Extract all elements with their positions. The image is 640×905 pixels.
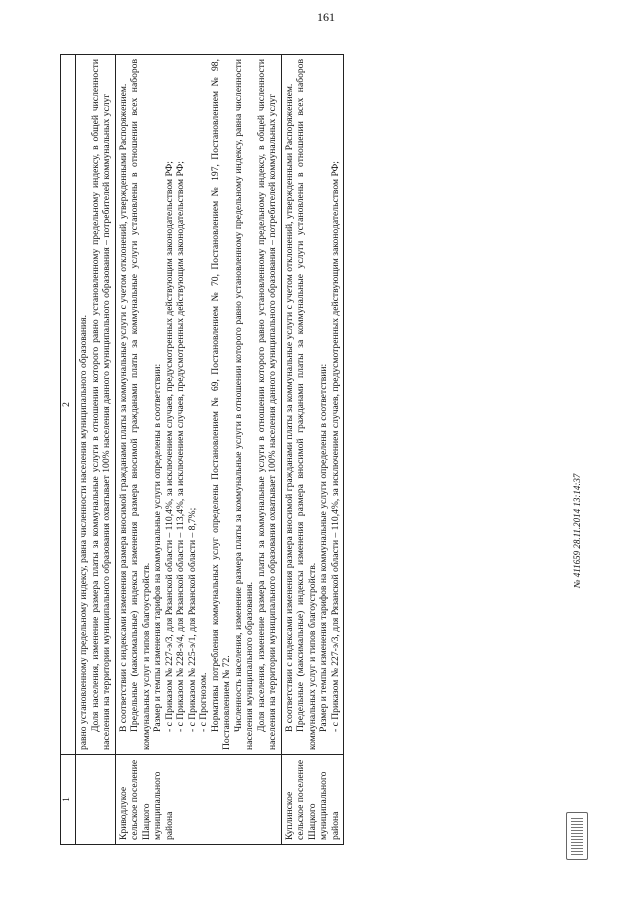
paragraph: - с Приказом № 228-э/4, для Рязанской области – 113,4%, за исключением случаев, предусмотренных действующим законодательством РФ; <box>175 161 186 732</box>
municipality-line: Куплинское <box>283 791 295 840</box>
paragraph: Доля населения, изменение размера платы за коммунальные услуги в отношении которого равно установленному предельному индексу, в общей численности населения на территории муниципального образования охватывает 100% населения данного муниципального образования – потребителей коммунальных услуг <box>89 59 112 750</box>
municipality-line: муниципального <box>152 771 163 840</box>
paragraph: - с Прогнозом. <box>198 672 209 732</box>
municipality-line: Шацкого <box>306 803 318 840</box>
continued-row <box>76 55 116 845</box>
paragraph: В соответствии с индексами изменения размера вносимой гражданами платы за коммунальные услуги с учетом отклонений, утвержденными Распоряжением. <box>117 83 129 732</box>
municipality-line: Криводлукое <box>117 786 129 840</box>
paragraph: Доля населения, изменение размера платы за коммунальные услуги в отношении которого равно установленному предельному индексу, в общей численности населения на территории муниципального образования охватывает 100% населения данного муниципального образования – потребителей коммунальных услуг <box>255 59 278 750</box>
header-row <box>61 55 76 845</box>
page-number: 161 <box>317 10 335 24</box>
paragraph: равно установленному предельному индексу, равна численности населения муниципального образования. <box>78 315 89 750</box>
description-cell <box>281 55 344 755</box>
barcode-stamp-icon <box>566 812 588 860</box>
column-header-1: 1 <box>61 755 76 845</box>
municipality-line: района <box>329 811 341 840</box>
continued-text-cell <box>76 55 116 755</box>
rotated-document-table <box>60 55 590 845</box>
paragraph: Численность населения, изменение размера платы за коммунальные услуги в отношении которого равно установленному предельному индексу, равна численности населения муниципального образования. <box>232 59 255 750</box>
paragraph: Предельные (максимальные) индексы изменения размера вносимой гражданами платы за коммунальные услуги установлены в отношении всех наборов коммунальных услуг и типов благоустройств. <box>129 59 152 750</box>
paragraph: Размер и темпы изменения тарифов на коммунальные услуги определены в соответствии: <box>152 363 163 732</box>
paragraph: Нормативы потребления коммунальных услуг определены Постановлением № 69, Постановлением № 70, Постановлением № 197, Постановлением № 98, Постановлением № 72. <box>209 59 232 750</box>
continued-municipality-cell <box>76 755 116 845</box>
paragraph: - с Приказом № 225-э/1, для Рязанской области – 8,7%; <box>186 507 198 732</box>
municipality-line: сельское поселение <box>129 759 140 840</box>
municipality-cell <box>281 755 344 845</box>
paragraph: Размер и темпы изменения тарифов на коммунальные услуги определены в соответствии: <box>318 363 329 732</box>
table-row-krivodlukoe <box>115 55 281 845</box>
municipality-line: сельское поселение <box>295 759 306 840</box>
municipality-line: Шацкого <box>140 803 152 840</box>
tariff-table <box>60 54 344 845</box>
paragraph: - с Приказом № 227-э/3, для Рязанской области – 110,4%, за исключением случаев, предусмотренных действующим законодательством РФ; <box>163 161 175 732</box>
paragraph: - с Приказом № 227-э/3, для Рязанской области – 110,4%, за исключением случаев, предусмотренных действующим законодательством РФ; <box>329 161 341 732</box>
paragraph: Предельные (максимальные) индексы изменения размера вносимой гражданами платы за коммунальные услуги установлены в отношении всех наборов коммунальных услуг и типов благоустройств. <box>295 59 318 750</box>
municipality-line: района <box>163 811 175 840</box>
registration-number: № 411659 28.11.2014 13:14:37 <box>572 473 582 588</box>
municipality-line: муниципального <box>318 771 329 840</box>
column-header-2: 2 <box>61 55 76 755</box>
table-row-kuplinskoe <box>281 55 344 845</box>
description-cell <box>115 55 281 755</box>
paragraph: В соответствии с индексами изменения размера вносимой гражданами платы за коммунальные услуги с учетом отклонений, утвержденными Распоряжением. <box>283 83 295 732</box>
municipality-cell <box>115 755 281 845</box>
